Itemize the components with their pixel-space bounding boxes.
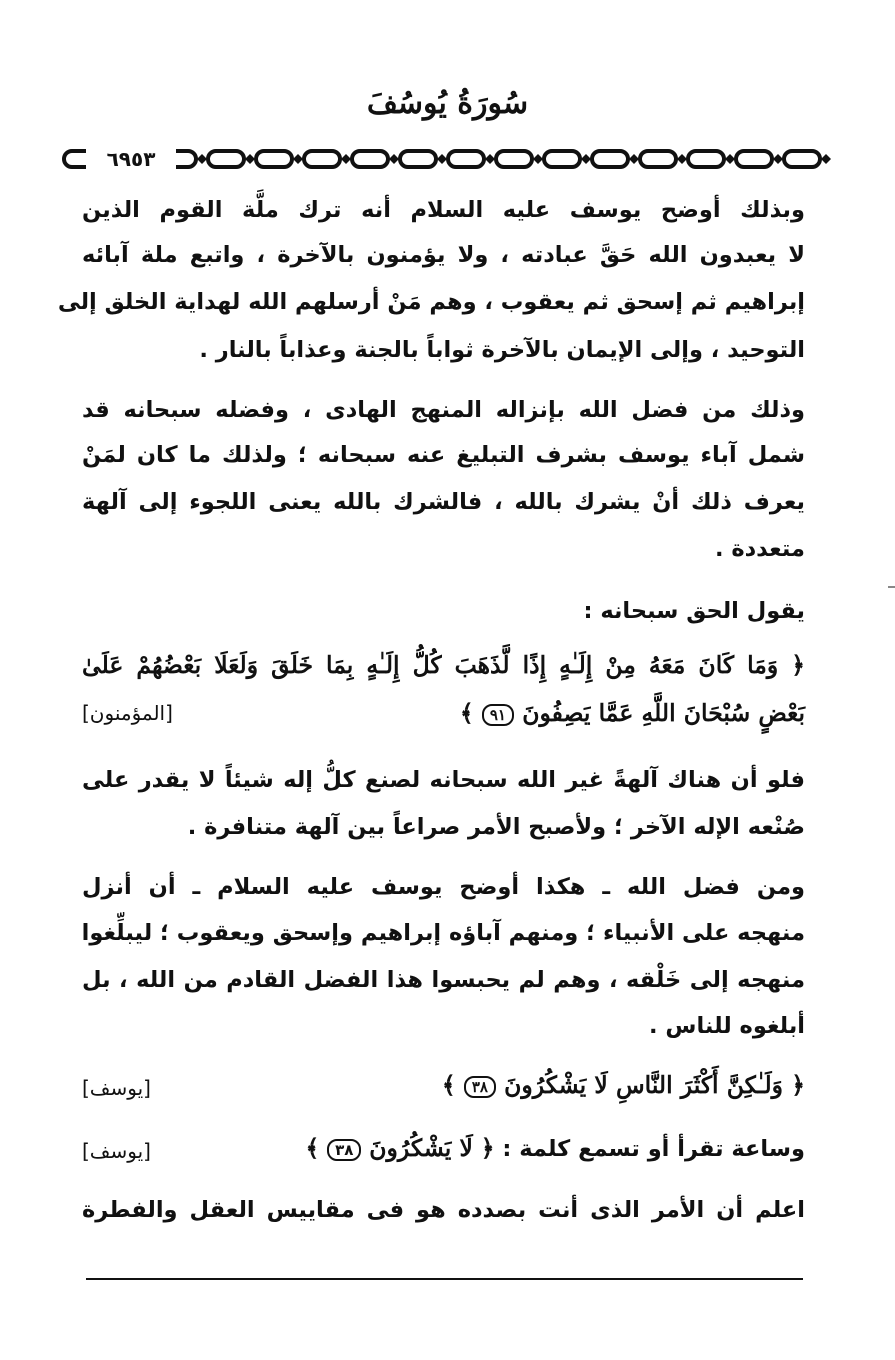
ayah-number: ٣٨ bbox=[327, 1139, 361, 1161]
verse-text: لَا يَشْكُرُونَ bbox=[369, 1134, 473, 1162]
surah-reference: [يوسف] bbox=[82, 1139, 151, 1163]
text-line: إبراهيم ثم إسحق ثم يعقوب ، وهم مَنْ أرسلهم الله لهداية الخلق إلى bbox=[57, 289, 805, 315]
verse-close-bracket: ﴾ bbox=[459, 699, 474, 727]
text-line: اعلم أن الأمر الذى أنت بصدده هو فى مقاييس العقل والفطرة bbox=[82, 1197, 805, 1223]
text-line-with-verse bbox=[82, 1133, 805, 1164]
verse-close-bracket: ﴾ bbox=[305, 1134, 320, 1162]
verse-text: وَمَا كَانَ مَعَهُ مِنْ إِلَـٰهٍ إِذًا لَّذَهَبَ كُلُّ إِلَـٰهٍ بِمَا خَلَقَ وَلَعَلَا بَعْضُهُمْ عَلَىٰ bbox=[82, 651, 779, 679]
ayah-number: ٣٨ bbox=[464, 1076, 496, 1098]
quran-verse-line bbox=[82, 698, 805, 728]
text-line: منهجه إلى خَلْقه ، وهم لم يحبسوا هذا الفضل القادم من الله ، بل bbox=[82, 967, 805, 993]
verse-text: وَلَـٰكِنَّ أَكْثَرَ النَّاسِ لَا يَشْكُرُونَ bbox=[504, 1071, 784, 1099]
text-line: شمل آباء يوسف بشرف التبليغ عنه سبحانه ؛ ولذلك ما كان لمَنْ bbox=[82, 442, 805, 468]
intro-line: يقول الحق سبحانه : bbox=[583, 598, 805, 624]
surah-title: سُورَةُ يُوسُفَ bbox=[366, 86, 529, 121]
text-line: يعرف ذلك أنْ يشرك بالله ، فالشرك بالله يعنى اللجوء إلى آلهة bbox=[82, 489, 805, 515]
text-line: فلو أن هناك آلهةً غير الله سبحانه لصنع كلُّ إله شيئاً لا يقدر على bbox=[82, 767, 805, 793]
verse-open-bracket: ﴿ bbox=[791, 651, 805, 679]
quran-verse-line bbox=[82, 1070, 805, 1100]
page-number: ٦٩٥٣ bbox=[86, 146, 176, 172]
text-line: أبلغوه للناس . bbox=[649, 1013, 805, 1039]
surah-reference: [المؤمنون] bbox=[82, 701, 173, 725]
bottom-rule bbox=[86, 1278, 803, 1280]
text-prefix: وساعة تقرأ أو تسمع كلمة : bbox=[502, 1136, 805, 1162]
text-line: منهجه على الأنبياء ؛ ومنهم آباؤه إبراهيم وإسحق ويعقوب ؛ ليبلِّغوا bbox=[81, 920, 805, 946]
text-line: لا يعبدون الله حَقَّ عبادته ، ولا يؤمنون بالآخرة ، واتبع ملة آبائه bbox=[82, 242, 805, 268]
surah-reference: [يوسف] bbox=[82, 1076, 151, 1100]
text-line: التوحيد ، وإلى الإيمان بالآخرة ثواباً بالجنة وعذاباً بالنار . bbox=[199, 337, 805, 363]
ayah-number: ٩١ bbox=[482, 704, 514, 726]
margin-mark bbox=[888, 586, 895, 588]
verse-open-bracket: ﴿ bbox=[791, 1071, 805, 1099]
text-line: ومن فضل الله ـ هكذا أوضح يوسف عليه السلام ـ أن أنزل bbox=[82, 874, 805, 900]
text-line: متعددة . bbox=[714, 536, 805, 562]
text-line: وذلك من فضل الله بإنزاله المنهج الهادى ، وفضله سبحانه قد bbox=[82, 397, 805, 423]
verse-close-bracket: ﴾ bbox=[441, 1071, 456, 1099]
verse-text: بَعْضٍ سُبْحَانَ اللَّهِ عَمَّا يَصِفُونَ bbox=[522, 699, 805, 727]
quran-verse-line bbox=[82, 650, 805, 680]
text-line: وبذلك أوضح يوسف عليه السلام أنه ترك ملَّة القوم الذين bbox=[82, 197, 805, 223]
verse-open-bracket: ﴿ bbox=[480, 1134, 495, 1162]
text-line: صُنْعه الإله الآخر ؛ ولأصبح الأمر صراعاً بين آلهة متنافرة . bbox=[187, 814, 805, 840]
